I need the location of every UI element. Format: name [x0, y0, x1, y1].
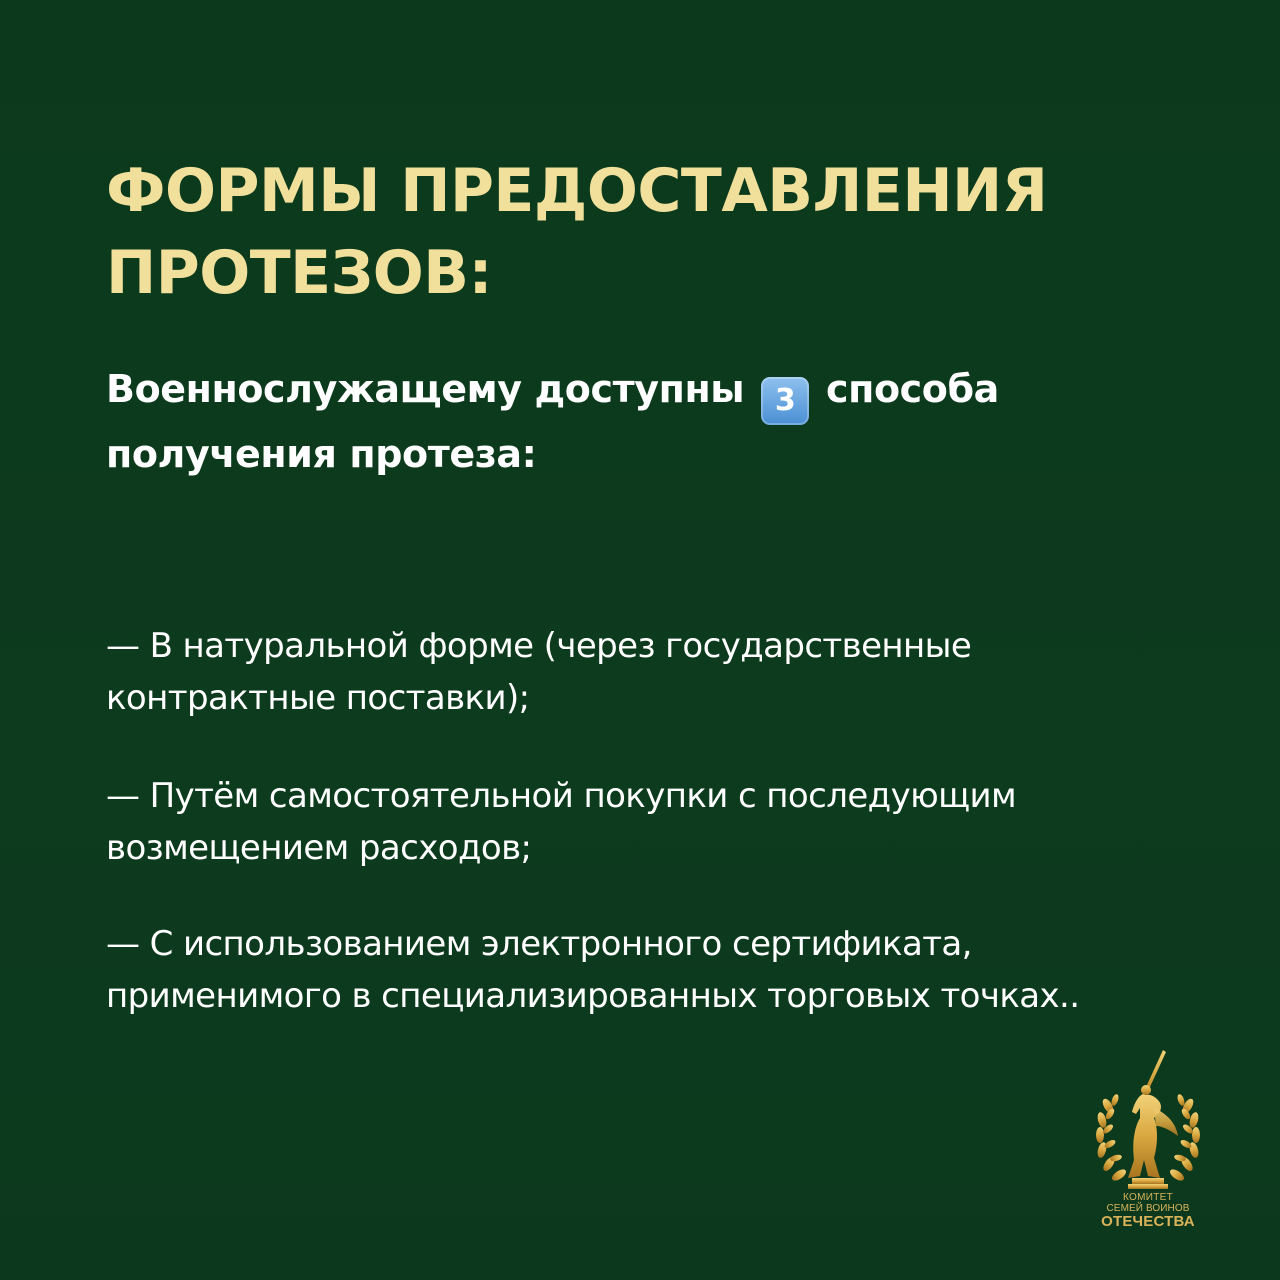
keycap-three-icon: 3: [761, 377, 809, 425]
list-item-line: применимого в специализированных торговых точках..: [106, 976, 1080, 1016]
committee-logo: [1088, 1048, 1208, 1248]
motherland-statue-laurel-wreath-icon: [1088, 1048, 1208, 1198]
subtitle: [106, 360, 1206, 483]
list-item-line: возмещением расходов;: [106, 828, 532, 868]
list-item-line: контрактные поставки);: [106, 678, 530, 718]
subtitle-text-start: Военнослужащему доступны: [106, 367, 745, 411]
subtitle-line-2: получения протеза:: [106, 432, 537, 476]
logo-line-3: ОТЕЧЕСТВА: [1101, 1213, 1195, 1230]
title-line-2: ПРОТЕЗОВ:: [106, 238, 492, 308]
subtitle-text-end: способа: [825, 367, 999, 411]
logo-line-1: КОМИТЕТ: [1123, 1192, 1173, 1203]
list-item-line: — В натуральной форме (через государственные: [106, 626, 972, 666]
list-item: [106, 620, 1226, 724]
logo-text: [1088, 1192, 1208, 1231]
list-item-line: — С использованием электронного сертификата,: [106, 924, 972, 964]
list-item: [106, 918, 1226, 1022]
subtitle-line-1: [106, 360, 1206, 425]
page-title: [106, 150, 1206, 314]
title-line-1: ФОРМЫ ПРЕДОСТАВЛЕНИЯ: [106, 156, 1048, 226]
list-item-line: — Путём самостоятельной покупки с последующим: [106, 776, 1017, 816]
logo-line-2: СЕМЕЙ ВОИНОВ: [1106, 1203, 1190, 1214]
list-item: [106, 770, 1226, 874]
